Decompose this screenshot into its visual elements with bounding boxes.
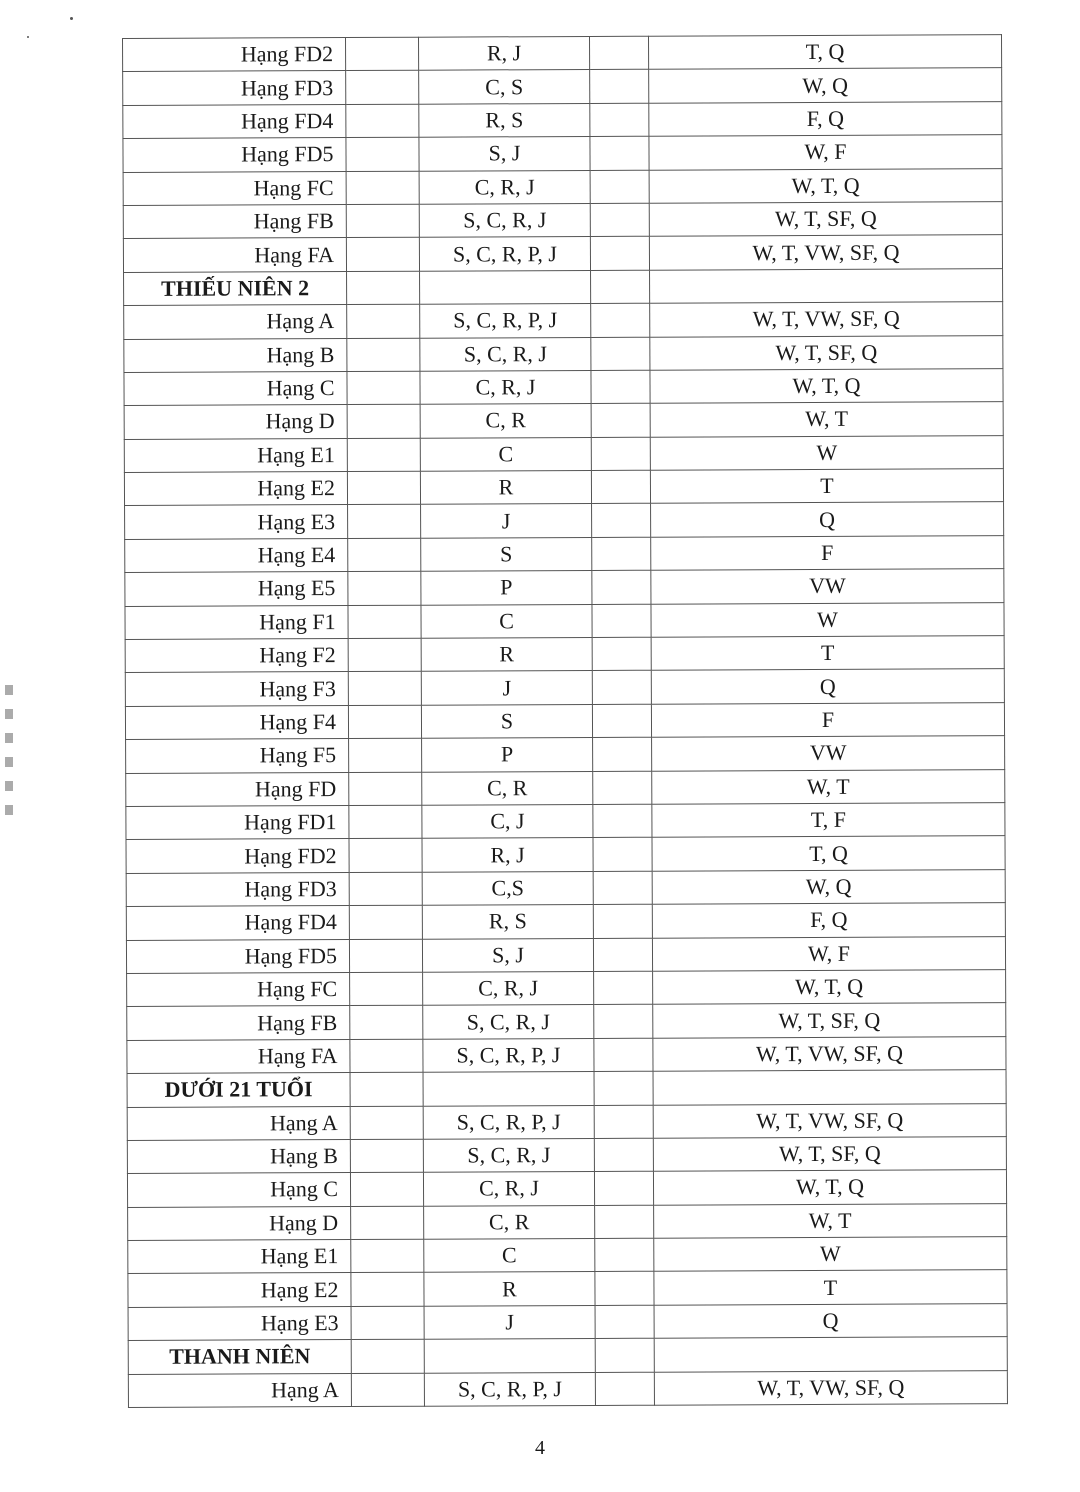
sub-codes: T, Q xyxy=(652,836,1005,871)
main-codes: J xyxy=(421,504,592,538)
empty-cell xyxy=(349,839,422,873)
sub-codes xyxy=(653,1070,1006,1105)
empty-cell xyxy=(594,971,653,1005)
class-label: Hạng FD2 xyxy=(123,38,346,72)
empty-cell xyxy=(348,638,421,672)
sub-codes: W, T, Q xyxy=(650,369,1003,404)
sub-codes: W, F xyxy=(649,135,1002,170)
table-row xyxy=(125,569,1004,606)
class-label: Hạng C xyxy=(124,371,347,405)
table-row xyxy=(127,1170,1006,1207)
class-label: Hạng B xyxy=(127,1139,350,1173)
main-codes xyxy=(424,1339,595,1373)
empty-cell xyxy=(351,1273,424,1307)
class-label: Hạng E2 xyxy=(124,472,347,506)
empty-cell xyxy=(348,705,421,739)
table-row xyxy=(125,602,1004,639)
empty-cell xyxy=(349,939,422,973)
sub-codes xyxy=(650,268,1003,303)
empty-cell xyxy=(349,872,422,906)
table-row xyxy=(124,369,1003,406)
main-codes: C, J xyxy=(422,804,593,838)
empty-cell xyxy=(591,337,650,371)
table-row xyxy=(123,235,1002,272)
empty-cell xyxy=(591,303,650,337)
main-codes xyxy=(423,1072,594,1106)
table-row xyxy=(128,1237,1007,1274)
empty-cell xyxy=(592,671,651,705)
class-label: Hạng A xyxy=(127,1106,350,1140)
class-label: Hạng E1 xyxy=(128,1240,351,1274)
main-codes: R xyxy=(421,637,592,671)
section-header-row xyxy=(127,1070,1006,1107)
class-label: Hạng A xyxy=(124,305,347,339)
main-codes: R, S xyxy=(422,905,593,939)
sub-codes xyxy=(654,1337,1007,1372)
empty-cell xyxy=(594,1171,653,1205)
sub-codes: W, T, SF, Q xyxy=(649,202,1002,237)
empty-cell xyxy=(592,570,651,604)
table-row xyxy=(125,702,1004,739)
class-label: Hạng F4 xyxy=(125,705,348,739)
empty-cell xyxy=(594,1138,653,1172)
scan-speck xyxy=(70,17,73,20)
main-codes: S, C, R, J xyxy=(420,337,591,371)
class-label: Hạng FA xyxy=(127,1039,350,1073)
sub-codes: W, T, SF, Q xyxy=(650,335,1003,370)
empty-cell xyxy=(351,1373,424,1407)
class-label: Hạng FD4 xyxy=(123,104,346,138)
empty-cell xyxy=(347,338,420,372)
sub-codes: W, T, Q xyxy=(653,970,1006,1005)
table-row xyxy=(125,669,1004,706)
main-codes: S xyxy=(421,704,592,738)
empty-cell xyxy=(594,1005,653,1039)
sub-codes: W xyxy=(651,602,1004,637)
empty-cell xyxy=(590,237,649,271)
class-label: Hạng FD xyxy=(126,772,349,806)
class-label: Hạng D xyxy=(128,1206,351,1240)
page-number: 4 xyxy=(535,1437,545,1459)
sub-codes: W, T xyxy=(650,402,1003,437)
empty-cell xyxy=(590,70,649,104)
main-codes: C, R, J xyxy=(419,170,590,204)
class-label: Hạng E3 xyxy=(125,505,348,539)
table-row xyxy=(127,970,1006,1007)
table-row xyxy=(123,35,1002,72)
empty-cell xyxy=(592,537,651,571)
main-codes: C, R xyxy=(420,404,591,438)
empty-cell xyxy=(346,37,419,71)
empty-cell xyxy=(592,704,651,738)
section-header-row xyxy=(128,1337,1007,1374)
class-label: Hạng E1 xyxy=(124,438,347,472)
table-row xyxy=(123,168,1002,205)
empty-cell xyxy=(590,136,649,170)
class-label: Hạng E3 xyxy=(128,1306,351,1340)
sub-codes: T, Q xyxy=(648,35,1001,70)
main-codes: S, J xyxy=(422,938,593,972)
empty-cell xyxy=(347,371,420,405)
empty-cell xyxy=(590,103,649,137)
empty-cell xyxy=(349,905,422,939)
main-codes: C xyxy=(424,1239,595,1273)
sub-codes: W, Q xyxy=(652,869,1005,904)
sub-codes: W, F xyxy=(652,936,1005,971)
section-title: DƯỚI 21 TUỔI xyxy=(127,1073,350,1107)
sub-codes: W xyxy=(650,435,1003,470)
main-codes: S, J xyxy=(419,137,590,171)
sub-codes: T xyxy=(654,1270,1007,1305)
class-label: Hạng FD5 xyxy=(126,939,349,973)
empty-cell xyxy=(346,204,419,238)
sub-codes: VW xyxy=(652,736,1005,771)
empty-cell xyxy=(591,437,650,471)
main-codes: R xyxy=(420,471,591,505)
table-row xyxy=(124,302,1003,339)
empty-cell xyxy=(350,1072,423,1106)
empty-cell xyxy=(351,1339,424,1373)
class-label: Hạng E5 xyxy=(125,572,348,606)
sub-codes: T xyxy=(651,636,1004,671)
empty-cell xyxy=(346,104,419,138)
empty-cell xyxy=(594,1071,653,1105)
table-row xyxy=(128,1370,1007,1407)
empty-cell xyxy=(593,871,652,905)
table-row xyxy=(128,1203,1007,1240)
empty-cell xyxy=(349,805,422,839)
empty-cell xyxy=(590,203,649,237)
class-label: Hạng FD5 xyxy=(123,138,346,172)
section-title: THANH NIÊN xyxy=(128,1340,351,1374)
main-codes: R xyxy=(424,1272,595,1306)
table-body xyxy=(123,35,1008,1408)
table-row xyxy=(128,1303,1007,1340)
table-row xyxy=(126,769,1005,806)
empty-cell xyxy=(348,672,421,706)
main-codes: S, C, R, P, J xyxy=(423,1105,594,1139)
empty-cell xyxy=(347,271,420,305)
main-codes: P xyxy=(422,738,593,772)
table-row xyxy=(123,101,1002,138)
sub-codes: W, T, Q xyxy=(653,1170,1006,1205)
empty-cell xyxy=(350,972,423,1006)
table-row xyxy=(126,903,1005,940)
scan-speck xyxy=(27,36,29,38)
sub-codes: W, T xyxy=(652,769,1005,804)
empty-cell xyxy=(593,771,652,805)
sub-codes: W xyxy=(654,1237,1007,1272)
empty-cell xyxy=(593,737,652,771)
table-row xyxy=(126,736,1005,773)
class-label: Hạng FB xyxy=(123,204,346,238)
empty-cell xyxy=(349,772,422,806)
empty-cell xyxy=(350,1172,423,1206)
empty-cell xyxy=(347,438,420,472)
empty-cell xyxy=(348,505,421,539)
main-codes: S, C, R, P, J xyxy=(420,304,591,338)
empty-cell xyxy=(590,170,649,204)
sub-codes: W, Q xyxy=(649,68,1002,103)
empty-cell xyxy=(594,1038,653,1072)
binding-marks xyxy=(3,685,17,845)
table-row xyxy=(124,402,1003,439)
class-label: Hạng FD2 xyxy=(126,839,349,873)
sub-codes: F, Q xyxy=(649,101,1002,136)
class-label: Hạng C xyxy=(127,1173,350,1207)
empty-cell xyxy=(350,1106,423,1140)
class-label: Hạng FB xyxy=(127,1006,350,1040)
empty-cell xyxy=(593,904,652,938)
sub-codes: Q xyxy=(654,1303,1007,1338)
sub-codes: W, T, Q xyxy=(649,168,1002,203)
empty-cell xyxy=(591,270,650,304)
sub-codes: F, Q xyxy=(652,903,1005,938)
table-row xyxy=(123,135,1002,172)
empty-cell xyxy=(591,470,650,504)
table-row xyxy=(127,1137,1006,1174)
main-codes: C, R xyxy=(424,1205,595,1239)
main-codes: P xyxy=(421,571,592,605)
empty-cell xyxy=(591,403,650,437)
table-row xyxy=(125,502,1004,539)
main-codes: S, C, R, P, J xyxy=(419,237,590,271)
empty-cell xyxy=(595,1238,654,1272)
class-label: Hạng F3 xyxy=(125,672,348,706)
sub-codes: Q xyxy=(651,669,1004,704)
class-label: Hạng E2 xyxy=(128,1273,351,1307)
main-codes: C, R, J xyxy=(423,1172,594,1206)
main-codes: S xyxy=(421,537,592,571)
empty-cell xyxy=(346,171,419,205)
table-row xyxy=(128,1270,1007,1307)
empty-cell xyxy=(593,804,652,838)
table-row xyxy=(125,636,1004,673)
sub-codes: T xyxy=(650,469,1003,504)
empty-cell xyxy=(592,604,651,638)
main-codes: C xyxy=(421,604,592,638)
empty-cell xyxy=(347,404,420,438)
class-label: Hạng FD1 xyxy=(126,806,349,840)
empty-cell xyxy=(595,1272,654,1306)
sub-codes: W, T, VW, SF, Q xyxy=(650,302,1003,337)
empty-cell xyxy=(351,1239,424,1273)
empty-cell xyxy=(595,1205,654,1239)
empty-cell xyxy=(348,538,421,572)
empty-cell xyxy=(593,838,652,872)
sub-codes: W, T, VW, SF, Q xyxy=(653,1103,1006,1138)
sub-codes: T, F xyxy=(652,803,1005,838)
class-label: Hạng FD3 xyxy=(123,71,346,105)
sub-codes: F xyxy=(651,702,1004,737)
table-row xyxy=(123,68,1002,105)
main-codes: S, C, R, P, J xyxy=(424,1372,595,1406)
sub-codes: W, T, VW, SF, Q xyxy=(654,1370,1007,1405)
empty-cell xyxy=(346,238,419,272)
table-row xyxy=(124,335,1003,372)
empty-cell xyxy=(350,1139,423,1173)
main-codes: J xyxy=(421,671,592,705)
empty-cell xyxy=(347,471,420,505)
main-codes: S, C, R, J xyxy=(423,1138,594,1172)
main-codes: R, J xyxy=(418,36,589,70)
main-codes: C, R, J xyxy=(423,971,594,1005)
empty-cell xyxy=(592,637,651,671)
main-codes: S, C, R, J xyxy=(419,203,590,237)
class-label: Hạng FC xyxy=(123,171,346,205)
empty-cell xyxy=(347,304,420,338)
sub-codes: W, T, SF, Q xyxy=(653,1003,1006,1038)
main-codes: C xyxy=(420,437,591,471)
sub-codes: W, T, VW, SF, Q xyxy=(649,235,1002,270)
class-label: Hạng F2 xyxy=(125,639,348,673)
empty-cell xyxy=(595,1305,654,1339)
empty-cell xyxy=(595,1372,654,1406)
main-codes: S, C, R, P, J xyxy=(423,1038,594,1072)
empty-cell xyxy=(351,1306,424,1340)
main-codes: R, J xyxy=(422,838,593,872)
table-row xyxy=(126,803,1005,840)
empty-cell xyxy=(350,1006,423,1040)
table-row xyxy=(124,435,1003,472)
table-row xyxy=(124,469,1003,506)
empty-cell xyxy=(348,605,421,639)
empty-cell xyxy=(349,738,422,772)
class-label: Hạng FA xyxy=(123,238,346,272)
class-label: Hạng B xyxy=(124,338,347,372)
section-title: THIẾU NIÊN 2 xyxy=(124,271,347,305)
class-label: Hạng F5 xyxy=(126,739,349,773)
sub-codes: Q xyxy=(651,502,1004,537)
sub-codes: W, T, VW, SF, Q xyxy=(653,1036,1006,1071)
empty-cell xyxy=(589,36,648,70)
class-label: Hạng A xyxy=(128,1373,351,1407)
empty-cell xyxy=(346,137,419,171)
table-row xyxy=(127,1003,1006,1040)
class-label: Hạng F1 xyxy=(125,605,348,639)
main-codes: R, S xyxy=(419,103,590,137)
empty-cell xyxy=(593,938,652,972)
empty-cell xyxy=(594,1105,653,1139)
table-row xyxy=(127,1036,1006,1073)
table-row xyxy=(125,536,1004,573)
table-row xyxy=(126,936,1005,973)
sub-codes: VW xyxy=(651,569,1004,604)
sub-codes: F xyxy=(651,536,1004,571)
empty-cell xyxy=(595,1338,654,1372)
empty-cell xyxy=(351,1206,424,1240)
main-codes: S, C, R, J xyxy=(423,1005,594,1039)
main-codes: C, S xyxy=(419,70,590,104)
sub-codes: W, T, SF, Q xyxy=(653,1137,1006,1172)
main-codes: C, R xyxy=(422,771,593,805)
table-row xyxy=(123,202,1002,239)
main-codes xyxy=(420,270,591,304)
main-codes: J xyxy=(424,1305,595,1339)
empty-cell xyxy=(592,504,651,538)
empty-cell xyxy=(346,71,419,105)
section-header-row xyxy=(124,268,1003,305)
class-label: Hạng FD4 xyxy=(126,906,349,940)
main-codes: C, R, J xyxy=(420,370,591,404)
empty-cell xyxy=(350,1039,423,1073)
classification-table xyxy=(122,34,1008,1408)
class-label: Hạng D xyxy=(124,405,347,439)
class-label: Hạng E4 xyxy=(125,538,348,572)
table-row xyxy=(126,869,1005,906)
table-row xyxy=(127,1103,1006,1140)
empty-cell xyxy=(348,571,421,605)
main-codes: C,S xyxy=(422,871,593,905)
sub-codes: W, T xyxy=(654,1203,1007,1238)
table-row xyxy=(126,836,1005,873)
class-label: Hạng FD3 xyxy=(126,872,349,906)
class-label: Hạng FC xyxy=(127,972,350,1006)
empty-cell xyxy=(591,370,650,404)
